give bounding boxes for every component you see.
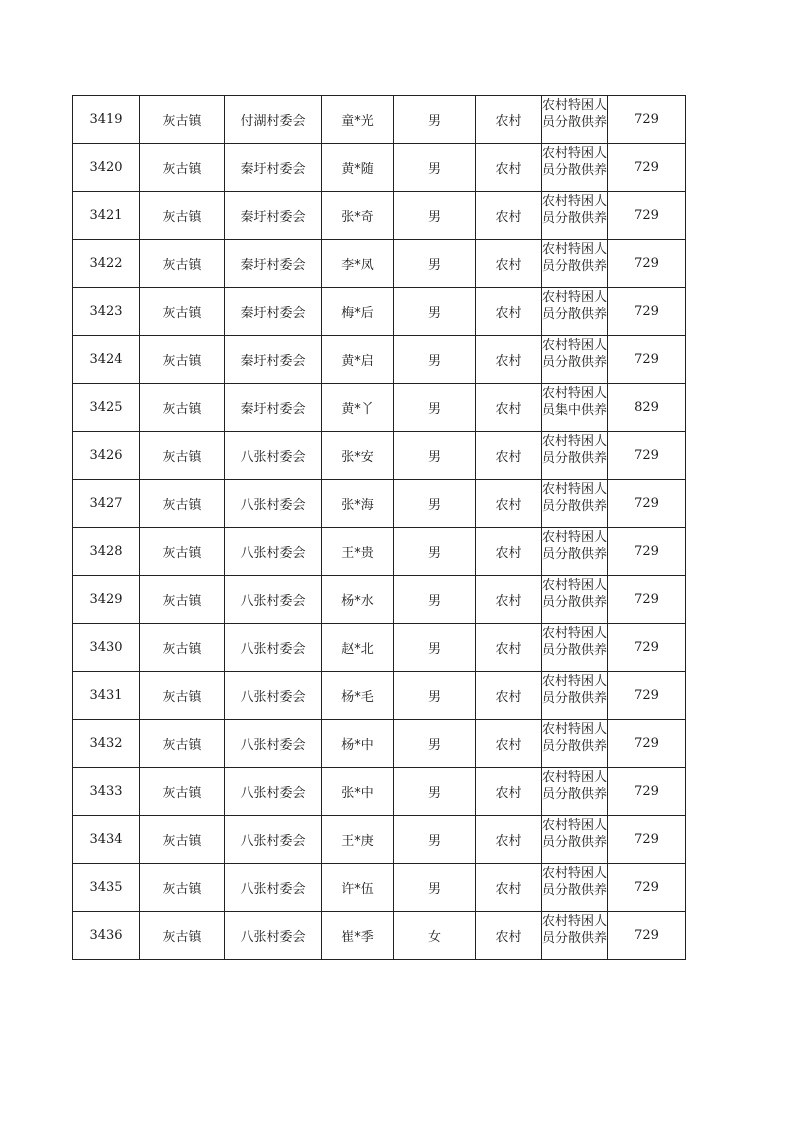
table-row <box>73 816 686 864</box>
town-cell: 灰古镇 <box>140 720 225 768</box>
person-name-cell: 许*伍 <box>322 864 394 912</box>
support-category-cell <box>542 336 608 384</box>
support-category-text: 农村特困人员分散供养 <box>542 914 607 946</box>
village-committee-cell: 八张村委会 <box>225 912 322 960</box>
gender-cell: 男 <box>394 384 476 432</box>
amount-cell: 729 <box>608 288 686 336</box>
table-row <box>73 384 686 432</box>
support-category-cell <box>542 384 608 432</box>
town-cell: 灰古镇 <box>140 912 225 960</box>
support-category-text: 农村特困人员分散供养 <box>542 722 607 754</box>
gender-cell: 男 <box>394 768 476 816</box>
area-type-cell: 农村 <box>476 864 542 912</box>
area-type-cell: 农村 <box>476 720 542 768</box>
support-category-cell <box>542 864 608 912</box>
town-cell: 灰古镇 <box>140 288 225 336</box>
village-committee-cell: 八张村委会 <box>225 528 322 576</box>
person-name-cell: 杨*毛 <box>322 672 394 720</box>
area-type-cell: 农村 <box>476 816 542 864</box>
village-committee-cell: 八张村委会 <box>225 480 322 528</box>
village-committee-cell: 秦圩村委会 <box>225 384 322 432</box>
area-type-cell: 农村 <box>476 336 542 384</box>
person-name-cell: 黄*丫 <box>322 384 394 432</box>
table-row <box>73 336 686 384</box>
amount-cell: 729 <box>608 240 686 288</box>
amount-cell: 729 <box>608 912 686 960</box>
record-number-cell: 3435 <box>73 864 140 912</box>
record-number-cell: 3428 <box>73 528 140 576</box>
town-cell: 灰古镇 <box>140 336 225 384</box>
amount-cell: 729 <box>608 144 686 192</box>
area-type-cell: 农村 <box>476 528 542 576</box>
town-cell: 灰古镇 <box>140 144 225 192</box>
support-category-cell <box>542 144 608 192</box>
area-type-cell: 农村 <box>476 240 542 288</box>
amount-cell: 729 <box>608 624 686 672</box>
town-cell: 灰古镇 <box>140 240 225 288</box>
gender-cell: 男 <box>394 720 476 768</box>
village-committee-cell: 八张村委会 <box>225 768 322 816</box>
support-category-cell <box>542 240 608 288</box>
town-cell: 灰古镇 <box>140 576 225 624</box>
record-number-cell: 3434 <box>73 816 140 864</box>
support-category-text: 农村特困人员分散供养 <box>542 482 607 514</box>
area-type-cell: 农村 <box>476 384 542 432</box>
beneficiary-table <box>72 95 686 960</box>
table-row <box>73 432 686 480</box>
area-type-cell: 农村 <box>476 192 542 240</box>
table-row <box>73 768 686 816</box>
amount-cell: 729 <box>608 816 686 864</box>
support-category-text: 农村特困人员分散供养 <box>542 146 607 178</box>
person-name-cell: 王*贵 <box>322 528 394 576</box>
record-number-cell: 3430 <box>73 624 140 672</box>
person-name-cell: 赵*北 <box>322 624 394 672</box>
table-row <box>73 240 686 288</box>
town-cell: 灰古镇 <box>140 480 225 528</box>
person-name-cell: 张*中 <box>322 768 394 816</box>
village-committee-cell: 秦圩村委会 <box>225 336 322 384</box>
amount-cell: 729 <box>608 528 686 576</box>
amount-cell: 729 <box>608 720 686 768</box>
gender-cell: 男 <box>394 528 476 576</box>
gender-cell: 男 <box>394 336 476 384</box>
village-committee-cell: 八张村委会 <box>225 432 322 480</box>
table-row <box>73 864 686 912</box>
support-category-cell <box>542 624 608 672</box>
gender-cell: 男 <box>394 672 476 720</box>
support-category-cell <box>542 432 608 480</box>
support-category-text: 农村特困人员分散供养 <box>542 194 607 226</box>
amount-cell: 729 <box>608 192 686 240</box>
support-category-text: 农村特困人员分散供养 <box>542 290 607 322</box>
person-name-cell: 黄*启 <box>322 336 394 384</box>
table-row <box>73 288 686 336</box>
record-number-cell: 3431 <box>73 672 140 720</box>
gender-cell: 男 <box>394 480 476 528</box>
record-number-cell: 3432 <box>73 720 140 768</box>
table-row <box>73 192 686 240</box>
gender-cell: 男 <box>394 144 476 192</box>
town-cell: 灰古镇 <box>140 432 225 480</box>
amount-cell: 729 <box>608 768 686 816</box>
support-category-text: 农村特困人员分散供养 <box>542 818 607 850</box>
village-committee-cell: 秦圩村委会 <box>225 288 322 336</box>
town-cell: 灰古镇 <box>140 768 225 816</box>
town-cell: 灰古镇 <box>140 672 225 720</box>
village-committee-cell: 八张村委会 <box>225 576 322 624</box>
table-row <box>73 480 686 528</box>
support-category-text: 农村特困人员分散供养 <box>542 242 607 274</box>
area-type-cell: 农村 <box>476 624 542 672</box>
village-committee-cell: 八张村委会 <box>225 672 322 720</box>
area-type-cell: 农村 <box>476 480 542 528</box>
town-cell: 灰古镇 <box>140 816 225 864</box>
town-cell: 灰古镇 <box>140 384 225 432</box>
record-number-cell: 3424 <box>73 336 140 384</box>
town-cell: 灰古镇 <box>140 624 225 672</box>
amount-cell: 729 <box>608 480 686 528</box>
gender-cell: 男 <box>394 96 476 144</box>
support-category-cell <box>542 192 608 240</box>
amount-cell: 829 <box>608 384 686 432</box>
table-body <box>73 96 686 960</box>
support-category-text: 农村特困人员分散供养 <box>542 98 607 130</box>
town-cell: 灰古镇 <box>140 96 225 144</box>
village-committee-cell: 八张村委会 <box>225 720 322 768</box>
gender-cell: 男 <box>394 576 476 624</box>
support-category-cell <box>542 96 608 144</box>
gender-cell: 女 <box>394 912 476 960</box>
support-category-cell <box>542 576 608 624</box>
table-row <box>73 576 686 624</box>
support-category-cell <box>542 816 608 864</box>
support-category-cell <box>542 480 608 528</box>
support-category-cell <box>542 528 608 576</box>
gender-cell: 男 <box>394 816 476 864</box>
support-category-text: 农村特困人员分散供养 <box>542 338 607 370</box>
area-type-cell: 农村 <box>476 144 542 192</box>
village-committee-cell: 秦圩村委会 <box>225 240 322 288</box>
table-row <box>73 624 686 672</box>
area-type-cell: 农村 <box>476 912 542 960</box>
support-category-cell <box>542 288 608 336</box>
person-name-cell: 童*光 <box>322 96 394 144</box>
person-name-cell: 张*海 <box>322 480 394 528</box>
area-type-cell: 农村 <box>476 288 542 336</box>
amount-cell: 729 <box>608 96 686 144</box>
record-number-cell: 3422 <box>73 240 140 288</box>
person-name-cell: 张*奇 <box>322 192 394 240</box>
person-name-cell: 梅*后 <box>322 288 394 336</box>
town-cell: 灰古镇 <box>140 192 225 240</box>
town-cell: 灰古镇 <box>140 528 225 576</box>
support-category-text: 农村特困人员分散供养 <box>542 770 607 802</box>
support-category-text: 农村特困人员分散供养 <box>542 434 607 466</box>
person-name-cell: 李*凤 <box>322 240 394 288</box>
person-name-cell: 杨*中 <box>322 720 394 768</box>
area-type-cell: 农村 <box>476 96 542 144</box>
gender-cell: 男 <box>394 192 476 240</box>
support-category-text: 农村特困人员分散供养 <box>542 578 607 610</box>
person-name-cell: 张*安 <box>322 432 394 480</box>
record-number-cell: 3425 <box>73 384 140 432</box>
support-category-cell <box>542 912 608 960</box>
person-name-cell: 黄*随 <box>322 144 394 192</box>
record-number-cell: 3423 <box>73 288 140 336</box>
amount-cell: 729 <box>608 432 686 480</box>
village-committee-cell: 秦圩村委会 <box>225 192 322 240</box>
table-row <box>73 912 686 960</box>
area-type-cell: 农村 <box>476 672 542 720</box>
gender-cell: 男 <box>394 624 476 672</box>
record-number-cell: 3419 <box>73 96 140 144</box>
amount-cell: 729 <box>608 672 686 720</box>
record-number-cell: 3427 <box>73 480 140 528</box>
table-row <box>73 720 686 768</box>
record-number-cell: 3436 <box>73 912 140 960</box>
table-row <box>73 96 686 144</box>
amount-cell: 729 <box>608 576 686 624</box>
amount-cell: 729 <box>608 864 686 912</box>
record-number-cell: 3433 <box>73 768 140 816</box>
area-type-cell: 农村 <box>476 768 542 816</box>
village-committee-cell: 付湖村委会 <box>225 96 322 144</box>
support-category-text: 农村特困人员集中供养 <box>542 386 607 418</box>
support-category-text: 农村特困人员分散供养 <box>542 530 607 562</box>
gender-cell: 男 <box>394 288 476 336</box>
town-cell: 灰古镇 <box>140 864 225 912</box>
area-type-cell: 农村 <box>476 432 542 480</box>
person-name-cell: 崔*季 <box>322 912 394 960</box>
gender-cell: 男 <box>394 864 476 912</box>
person-name-cell: 王*庚 <box>322 816 394 864</box>
village-committee-cell: 秦圩村委会 <box>225 144 322 192</box>
gender-cell: 男 <box>394 240 476 288</box>
record-number-cell: 3429 <box>73 576 140 624</box>
support-category-cell <box>542 768 608 816</box>
village-committee-cell: 八张村委会 <box>225 864 322 912</box>
support-category-text: 农村特困人员分散供养 <box>542 674 607 706</box>
record-number-cell: 3420 <box>73 144 140 192</box>
support-category-text: 农村特困人员分散供养 <box>542 866 607 898</box>
table-row <box>73 144 686 192</box>
area-type-cell: 农村 <box>476 576 542 624</box>
support-category-text: 农村特困人员分散供养 <box>542 626 607 658</box>
amount-cell: 729 <box>608 336 686 384</box>
record-number-cell: 3426 <box>73 432 140 480</box>
table-row <box>73 528 686 576</box>
support-category-cell <box>542 672 608 720</box>
village-committee-cell: 八张村委会 <box>225 816 322 864</box>
gender-cell: 男 <box>394 432 476 480</box>
record-number-cell: 3421 <box>73 192 140 240</box>
person-name-cell: 杨*水 <box>322 576 394 624</box>
support-category-cell <box>542 720 608 768</box>
village-committee-cell: 八张村委会 <box>225 624 322 672</box>
table-row <box>73 672 686 720</box>
